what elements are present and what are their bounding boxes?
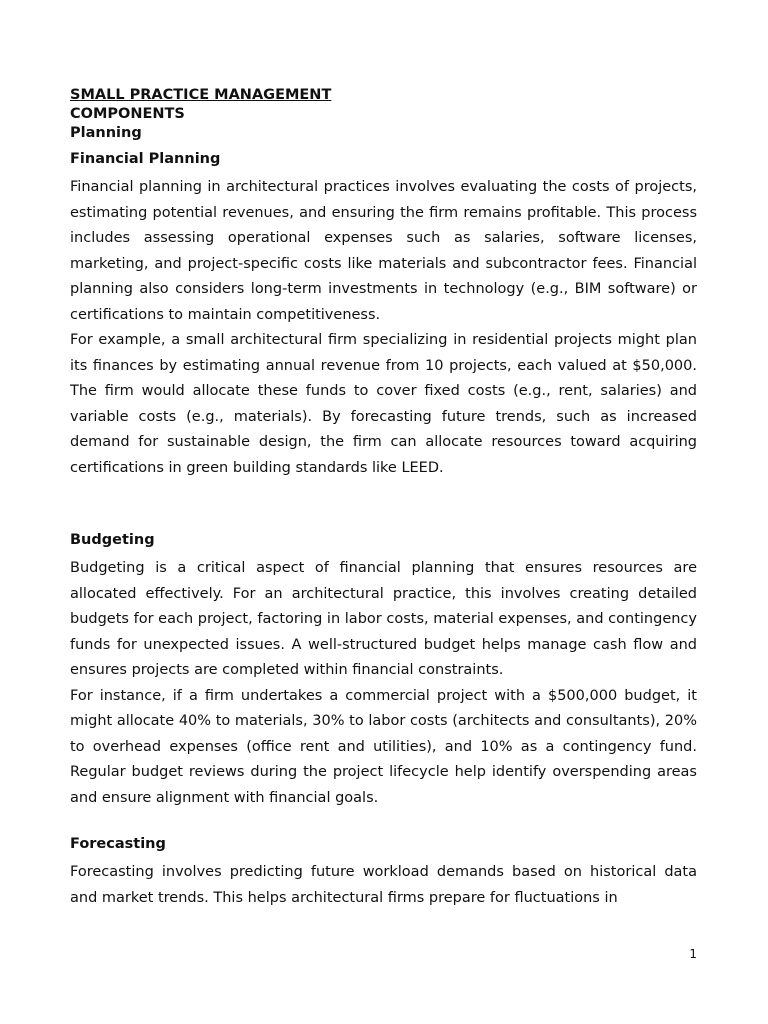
page-number: 1 <box>689 947 697 961</box>
spacer <box>70 811 697 835</box>
paragraph: Financial planning in architectural practices involves evaluating the costs of projects, estimating potential revenues, and ensuring the firm remains profitable. This process includes assessing operational expenses such as salaries, software licenses, marketing, and project-specific costs like materials and subcontractor fees. Financial planning also considers long-term investments in technology (e.g., BIM software) or certifications to maintain competitiveness. <box>70 179 697 323</box>
subsection-financial-planning <box>70 150 697 481</box>
subsection-heading-forecasting: Forecasting <box>70 836 166 852</box>
document-title-line-2: COMPONENTS <box>70 106 185 122</box>
document-title-line-1: SMALL PRACTICE MANAGEMENT <box>70 87 332 103</box>
subsection-budgeting <box>70 531 697 811</box>
paragraph: For example, a small architectural firm specializing in residential projects might plan its finances by estimating annual revenue from 10 projects, each valued at $50,000. The firm would allocate these funds to cover fixed costs (e.g., rent, salaries) and variable costs (e.g., materials). By forecasting future trends, such as increased demand for sustainable design, the firm can allocate resources toward acquiring certifications in green building standards like LEED. <box>70 332 697 476</box>
subsection-heading-financial-planning: Financial Planning <box>70 151 221 167</box>
paragraph: Forecasting involves predicting future workload demands based on historical data and market trends. This helps architectural firms prepare for fluctuations in <box>70 864 697 906</box>
spacer <box>70 481 697 531</box>
document-page <box>70 86 697 911</box>
section-heading-planning: Planning <box>70 125 142 141</box>
paragraph: Budgeting is a critical aspect of financial planning that ensures resources are allocated effectively. For an architectural practice, this involves creating detailed budgets for each project, factoring in labor costs, material expenses, and contingency funds for unexpected issues. A well-structured budget helps manage cash flow and ensures projects are completed within financial constraints. <box>70 560 697 678</box>
paragraph: For instance, if a firm undertakes a commercial project with a $500,000 budget, it might allocate 40% to materials, 30% to labor costs (architects and consultants), 20% to overhead expenses (office rent and utilities), and 10% as a contingency fund. Regular budget reviews during the project lifecycle help identify overspending areas and ensure alignment with financial goals. <box>70 687 697 806</box>
subsection-forecasting <box>70 835 697 911</box>
subsection-heading-budgeting: Budgeting <box>70 532 155 548</box>
